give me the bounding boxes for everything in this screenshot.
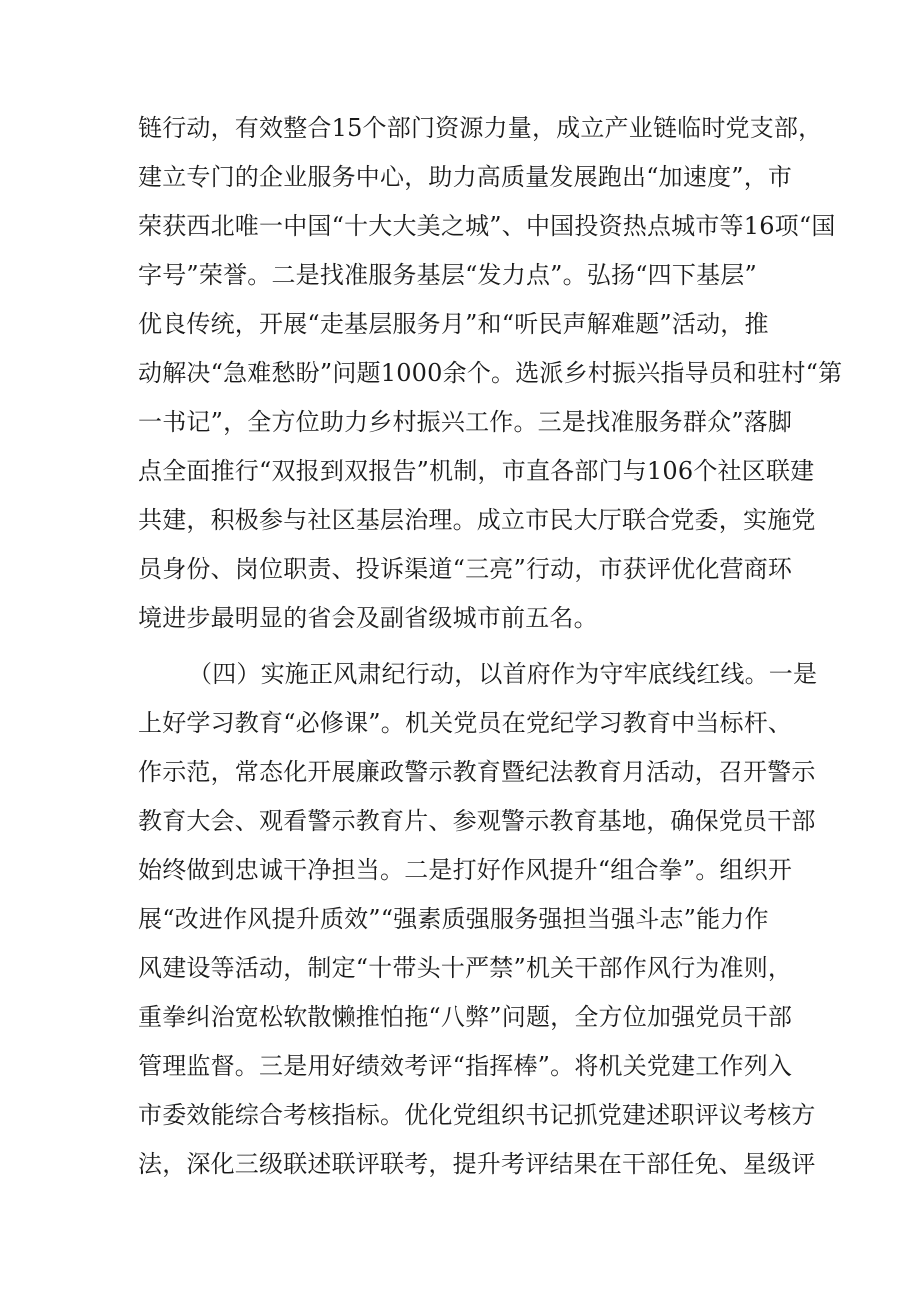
text-line: 优良传统，开展“走基层服务月”和“听民声解难题”活动，推 [138,310,769,338]
text-line: （四）实施正风肃纪行动，以首府作为守牢底线红线。一是 [188,660,818,688]
text-line: 风建设等活动，制定“十带头十严禁”机关干部作风行为准则， [138,954,793,982]
text-line: 始终做到忠诚干净担当。二是打好作风提升“组合拳”。组织开 [138,856,793,884]
text-line: 建立专门的企业服务中心，助力高质量发展跑出“加速度”，市 [138,163,793,191]
text-line: 市委效能综合考核指标。优化党组织书记抓党建述职评议考核方 [138,1101,816,1129]
text-line: 展“改进作风提升质效”“强素质强服务强担当强斗志”能力作 [138,905,769,933]
text-line: 管理监督。三是用好绩效考评“指挥棒”。将机关党建工作列入 [138,1052,793,1080]
text-line: 教育大会、观看警示教育片、参观警示教育基地，确保党员干部 [138,807,816,835]
text-line: 重拳纠治宽松软散懒推怕拖“八弊”问题，全方位加强党员干部 [138,1003,793,1031]
text-line: 共建，积极参与社区基层治理。成立市民大厅联合党委，实施党 [138,506,816,534]
text-line: 荣获西北唯一中国“十大大美之城”、中国投资热点城市等16项“国 [138,212,836,240]
text-line: 员身份、岗位职责、投诉渠道“三亮”行动，市获评优化营商环 [138,555,793,583]
text-line: 境进步最明显的省会及副省级城市前五名。 [138,604,598,632]
text-line: 法，深化三级联述联评联考，提升考评结果在干部任免、星级评 [138,1150,816,1178]
text-line: 一书记”，全方位助力乡村振兴工作。三是找准服务群众”落脚 [138,408,793,436]
text-line: 动解决“急难愁盼”问题1000余个。选派乡村振兴指导员和驻村“第 [138,359,843,387]
text-line: 点全面推行“双报到双报告”机制，市直各部门与106个社区联建 [138,457,815,485]
text-line: 字号”荣誉。二是找准服务基层“发力点”。弘扬“四下基层” [138,261,757,289]
text-line: 作示范，常态化开展廉政警示教育暨纪法教育月活动，召开警示 [138,758,816,786]
text-line: 上好学习教育“必修课”。机关党员在党纪学习教育中当标杆、 [138,709,793,737]
text-line: 链行动，有效整合15个部门资源力量，成立产业链临时党支部， [138,114,823,142]
